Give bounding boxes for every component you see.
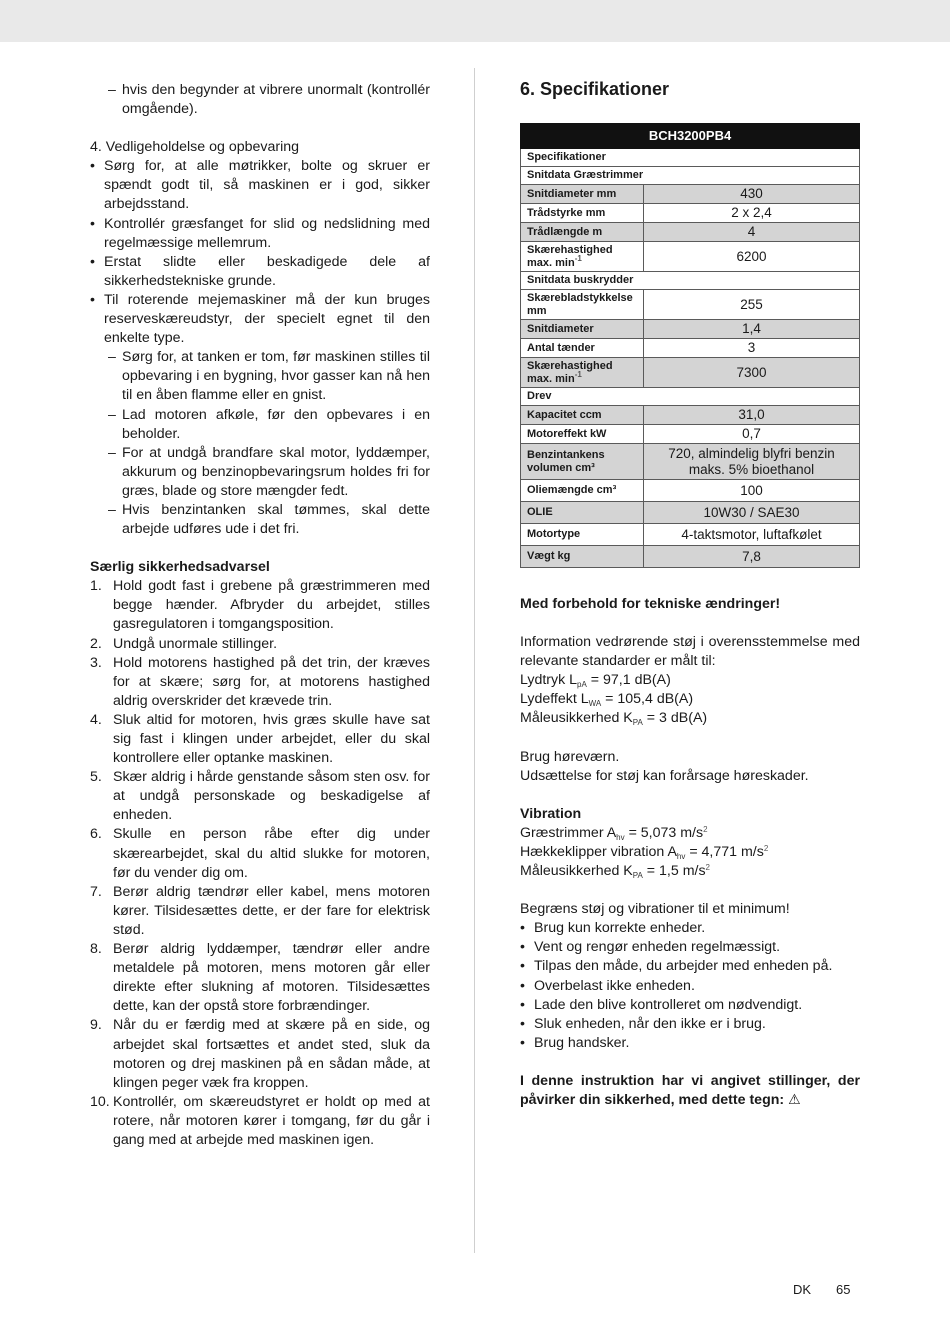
measurement-value: = 3 dB(A) (642, 710, 708, 727)
bullet-marker: • (520, 996, 525, 1013)
special-warning-item (90, 1093, 430, 1150)
special-warning-heading: Særlig sikkerhedsadvarsel (90, 559, 270, 576)
spec-value: 7,8 (644, 546, 860, 568)
noise-intro: Information vedrørende støj i overensstemmelse med relevante standarder er målt til: (520, 634, 860, 670)
spec-row (521, 185, 860, 204)
spec-section-row (521, 388, 860, 406)
limit-intro: Begræns støj og vibrationer til et minimum! (520, 901, 790, 918)
item-number: 10. (90, 1093, 110, 1110)
spec-label: Oliemængde cm³ (521, 480, 644, 502)
spec-row (521, 204, 860, 223)
spec-label (521, 290, 644, 320)
footer-page-number: 65 (836, 1282, 851, 1297)
maintenance-sub-text: Hvis benzintanken skal tømmes, skal dette arbejde udføres ude i det fri. (122, 501, 430, 538)
maintenance-bullet-item (90, 291, 430, 348)
measurement-unit-exponent: 2 (705, 863, 710, 873)
spec-row (521, 339, 860, 358)
spec-row (521, 425, 860, 444)
measurement-line (520, 824, 860, 843)
spec-row (521, 242, 860, 272)
measurement-label: Hækkeklipper vibration A (520, 843, 677, 860)
spec-label: OLIE (521, 502, 644, 524)
limit-bullet-text: Overbelast ikke enheden. (534, 977, 695, 994)
spec-row (521, 320, 860, 339)
spec-row (521, 444, 860, 480)
item-number: 1. (90, 578, 102, 595)
item-number: 6. (90, 826, 102, 843)
dash-marker: – (108, 444, 116, 461)
limit-bullets (520, 919, 860, 1053)
spec-value: 10W30 / SAE30 (644, 502, 860, 524)
spec-row (521, 358, 860, 388)
intro-sub-text: hvis den begynder at vibrere unormalt (kontrollér omgående). (122, 82, 430, 118)
spec-value: 31,0 (644, 406, 860, 425)
bullet-marker: • (520, 977, 525, 994)
hearing-protection-text: Brug høreværn. (520, 748, 620, 765)
bullet-marker: • (90, 158, 95, 175)
spec-value: 7300 (644, 358, 860, 388)
spec-label-superscript: -1 (574, 369, 582, 379)
special-warning-item (90, 711, 430, 768)
spec-row (521, 290, 860, 320)
warning-triangle-icon: ⚠ (788, 1091, 801, 1108)
measurement-value: = 4,771 m/s (685, 843, 764, 860)
spec-section-label: Drev (521, 388, 860, 406)
spec-section-label: Snitdata Græstrimmer (521, 167, 860, 185)
limit-bullet-item (520, 938, 860, 957)
bullet-marker: • (520, 958, 525, 975)
model-name: BCH3200PB4 (521, 124, 860, 149)
special-warning-item (90, 768, 430, 825)
right-column (520, 77, 860, 1110)
spec-label-line1: Skærehastighed (527, 360, 613, 372)
maintenance-heading: 4. Vedligeholdelse og opbevaring (90, 139, 300, 156)
bullet-marker: • (520, 1034, 525, 1051)
maintenance-bullet-text: Til roterende mejemaskiner må der kun bruges reserveskæreudstyr, der specielt egnet til den enkelte type. (104, 291, 430, 347)
special-warning-list (90, 577, 430, 1150)
maintenance-sub-item (90, 444, 430, 501)
special-warning-text: Skulle en person råbe efter dig under skærearbejdet, skal du altid slukke for motoren, før du vender dig om. (113, 826, 430, 881)
spec-label-line1: Skærebladstykkelse (527, 292, 633, 304)
spec-value: 2 x 2,4 (644, 204, 860, 223)
bullet-marker: • (520, 920, 525, 937)
limit-bullet-text: Brug handsker. (534, 1034, 630, 1051)
measurement-line (520, 671, 860, 690)
measurement-label: Græstrimmer A (520, 824, 617, 841)
limit-bullet-item (520, 996, 860, 1015)
measurement-subscript: pA (577, 680, 587, 690)
special-warning-text: Hold godt fast i grebene på græstrimmeren med begge hænder. Afbryder du arbejdet, stilles gasregulatoren i tomgangsposition. (113, 578, 430, 633)
spec-label: Trådstyrke mm (521, 204, 644, 223)
footer-language: DK (793, 1282, 812, 1297)
spec-value: 4-taktsmotor, luftafkølet (644, 524, 860, 546)
special-warning-text: Kontrollér, om skæreudstyret er holdt op med at rotere, når motoren kører i tomgang, før du går i gang med at arbejde med maskinen igen. (113, 1093, 430, 1148)
special-warning-item (90, 825, 430, 882)
limit-bullet-item (520, 957, 860, 976)
spec-row (521, 546, 860, 568)
item-number: 4. (90, 711, 102, 728)
measurement-line (520, 690, 860, 709)
limit-bullet-item (520, 1015, 860, 1034)
spec-label-line2: volumen cm³ (527, 461, 595, 474)
special-warning-item (90, 1016, 430, 1092)
spec-label (521, 242, 644, 272)
limit-bullet-text: Sluk enheden, når den ikke er i brug. (534, 1015, 766, 1032)
vibration-values (520, 824, 860, 881)
measurement-label: Lydtryk L (520, 672, 578, 689)
spec-label-line2: max. min (527, 372, 575, 385)
item-number: 7. (90, 883, 102, 900)
maintenance-sub-item (90, 501, 430, 539)
limit-bullet-text: Tilpas den måde, du arbejder med enheden på. (534, 958, 833, 975)
spec-section-row (521, 167, 860, 185)
special-warning-text: Berør aldrig tændrør eller kabel, mens motoren kører. Tilsidesættes dette, er der fare for elektrisk stød. (113, 883, 430, 938)
spec-value: 720, almindelig blyfri benzin maks. 5% bioethanol (644, 444, 860, 480)
special-warning-item (90, 654, 430, 711)
measurement-label: Måleusikkerhed K (520, 710, 633, 727)
measurement-subscript: PA (632, 871, 643, 881)
measurement-unit-exponent: 2 (763, 843, 769, 853)
spec-row (521, 502, 860, 524)
maintenance-sub-text: Sørg for, at tanken er tom, før maskinen stilles til opbevaring i en bygning, hvor gasser kan nå hen til en åben flamme eller en gnist. (122, 349, 430, 404)
special-warning-text: Sluk altid for motoren, hvis græs skulle have sat sig fast i klingen under arbejdet, eller du skal kontrollere eller optanke maskinen. (113, 711, 430, 767)
measurement-label: Måleusikkerhed K (520, 863, 633, 880)
spec-label-line2: mm (527, 304, 547, 317)
section-title: 6. Specifikationer (520, 79, 670, 99)
spec-label-line2: max. min (527, 256, 575, 269)
maintenance-bullet-text: Kontrollér græsfanget for slid og nedslidning med regelmæssige mellemrum. (104, 215, 430, 251)
measurement-value: = 97,1 dB(A) (586, 672, 671, 689)
measurement-subscript: WA (588, 699, 602, 709)
measurement-unit-exponent: 2 (703, 824, 708, 834)
spec-value: 0,7 (644, 425, 860, 444)
bullet-marker: • (520, 939, 525, 956)
special-warning-item (90, 577, 430, 634)
maintenance-bullet-text: Sørg for, at alle møtrikker, bolte og skruer er spændt godt til, så maskinen er i god, sikker arbejdsstand. (104, 158, 430, 213)
spec-value: 6200 (644, 242, 860, 272)
spec-value: 430 (644, 185, 860, 204)
maintenance-bullet-item (90, 157, 430, 214)
noise-exposure-text: Udsættelse for støj kan forårsage høreskader. (520, 767, 809, 784)
spec-row (521, 480, 860, 502)
special-warning-item (90, 883, 430, 940)
item-number: 2. (90, 635, 102, 652)
closing-note (520, 1072, 860, 1110)
special-warning-text: Hold motorens hastighed på det trin, der kræves for at skære; sørg for, at motorens hastighed aldrig overskrider det krævede trin. (113, 654, 430, 709)
dash-marker: – (108, 349, 116, 366)
spec-row (521, 406, 860, 425)
dash-marker: – (108, 501, 116, 518)
bullet-marker: • (90, 253, 95, 270)
dash-marker: – (108, 82, 116, 98)
measurement-value: = 1,5 m/s (642, 863, 706, 880)
item-number: 8. (90, 941, 102, 958)
maintenance-sub-item (90, 348, 430, 405)
item-number: 9. (90, 1017, 102, 1034)
top-band (0, 0, 950, 42)
spec-label: Kapacitet ccm (521, 406, 644, 425)
item-number: 5. (90, 769, 102, 786)
spec-value: 3 (644, 339, 860, 358)
spec-section-label: Snitdata buskrydder (521, 272, 860, 290)
spec-label (521, 358, 644, 388)
maintenance-bullet-item (90, 215, 430, 253)
spec-row (521, 524, 860, 546)
reservation-note: Med forbehold for tekniske ændringer! (520, 596, 781, 612)
spec-table (520, 123, 860, 568)
measurement-value: = 105,4 dB(A) (601, 691, 694, 708)
spec-section-row (521, 272, 860, 290)
maintenance-sub-item (90, 406, 430, 444)
maintenance-sub-text: Lad motoren afkøle, før den opbevares i en beholder. (122, 406, 430, 442)
maintenance-bullets (90, 157, 430, 348)
measurement-subscript: PA (632, 718, 643, 728)
bullet-marker: • (90, 215, 95, 232)
spec-label: Snitdiameter (521, 320, 644, 339)
special-warning-text: Undgå unormale stillinger. (113, 635, 278, 652)
spec-label: Antal tænder (521, 339, 644, 358)
vibration-heading: Vibration (520, 805, 582, 822)
limit-bullet-item (520, 977, 860, 996)
special-warning-item (90, 635, 430, 654)
spec-label-superscript: -1 (574, 253, 582, 263)
measurement-line (520, 862, 860, 881)
spec-label-line1: Skærehastighed (527, 244, 613, 256)
spec-table-header (521, 124, 860, 149)
spec-label: Motoreffekt kW (521, 425, 644, 444)
intro-sub-item (90, 81, 430, 119)
spec-label: Snitdiameter mm (521, 185, 644, 204)
measurement-line (520, 709, 860, 728)
closing-text: I denne instruktion har vi angivet stillinger, der påvirker din sikkerhed, med dette tegn: (520, 1072, 860, 1108)
special-warning-text: Skær aldrig i hårde genstande såsom sten osv. for at undgå personskade og beskadigelse af enheden. (113, 769, 430, 824)
measurement-subscript: hv (616, 832, 625, 842)
limit-bullet-text: Vent og rengør enheden regelmæssigt. (534, 939, 781, 956)
item-number: 3. (90, 654, 102, 671)
special-warning-item (90, 940, 430, 1016)
limit-bullet-text: Brug kun korrekte enheder. (534, 920, 706, 937)
spec-label: Motortype (521, 524, 644, 546)
spec-value: 100 (644, 480, 860, 502)
spec-label: Vægt kg (521, 546, 644, 568)
measurement-label: Lydeffekt L (520, 691, 589, 708)
spec-label: Trådlængde m (521, 223, 644, 242)
spec-label-line1: Benzintankens (527, 449, 605, 461)
measurement-line (520, 843, 860, 862)
special-warning-text: Berør aldrig lyddæmper, tændrør eller andre metaldele på motoren, mens motoren går eller direkte efter slukning af motoren. Tilsidesættes dette, kan der opstå store forbrændinger. (113, 941, 430, 1015)
spec-value: 4 (644, 223, 860, 242)
maintenance-sub-text: For at undgå brandfare skal motor, lyddæmper, akkurum og benzinopbevaringsrum holdes fri for græs, blade og store mængder fedt. (122, 444, 430, 499)
spec-section-row (521, 149, 860, 167)
limit-bullet-item (520, 919, 860, 938)
measurement-value: = 5,073 m/s (624, 824, 704, 841)
maintenance-bullet-item (90, 253, 430, 291)
bullet-marker: • (90, 291, 95, 308)
measurement-subscript: hv (676, 851, 686, 861)
spec-row (521, 223, 860, 242)
noise-values (520, 671, 860, 728)
spec-value: 1,4 (644, 320, 860, 339)
maintenance-sub-items (90, 348, 430, 539)
dash-marker: – (108, 406, 116, 423)
spec-section-label: Specifikationer (521, 149, 860, 167)
column-divider (474, 68, 475, 1253)
bullet-marker: • (520, 1015, 525, 1032)
special-warning-text: Når du er færdig med at skære på en side, og arbejdet skal fortsættes et andet sted, sluk da motoren og drej maskinen på en sådan måde, at klingen peger væk fra kroppen. (113, 1017, 430, 1091)
spec-label (521, 444, 644, 480)
maintenance-bullet-text: Erstat slidte eller beskadigede dele af sikkerhedstekniske grunde. (104, 253, 430, 289)
limit-bullet-text: Lade den blive kontrolleret om nødvendigt. (534, 996, 803, 1013)
spec-value: 255 (644, 290, 860, 320)
left-column (90, 81, 430, 1150)
limit-bullet-item (520, 1034, 860, 1053)
